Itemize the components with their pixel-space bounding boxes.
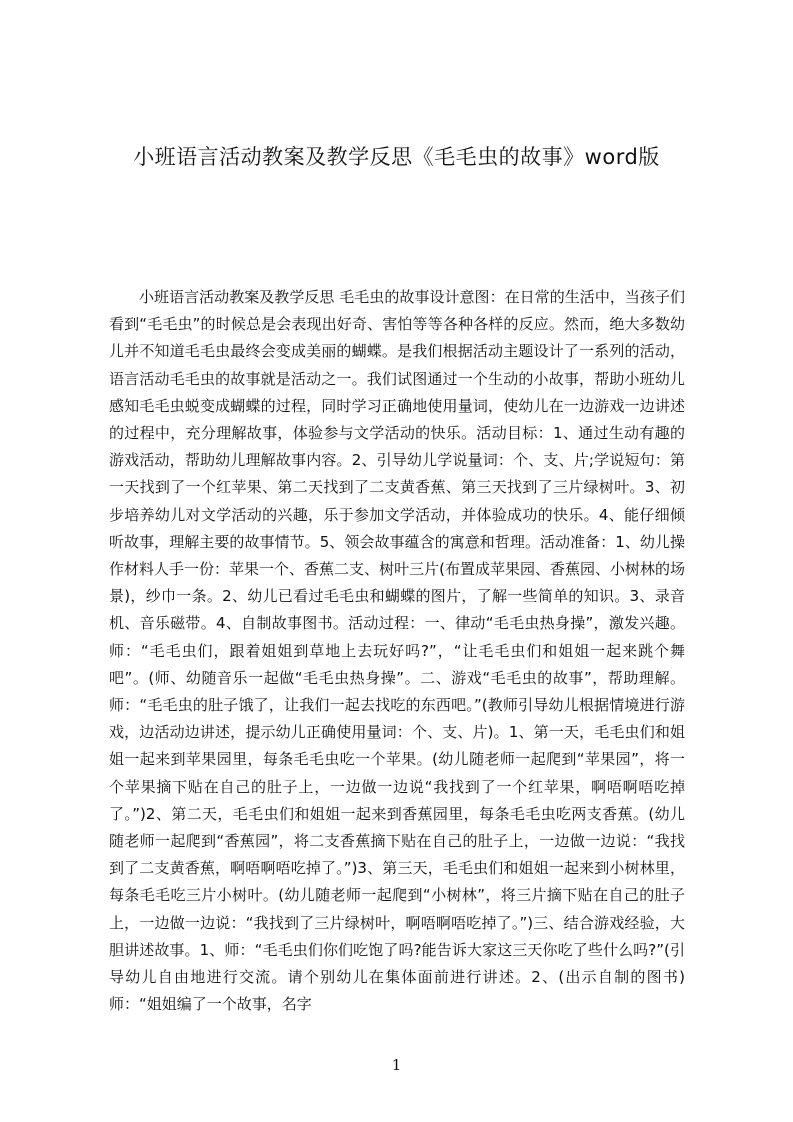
page-number: 1 bbox=[391, 1056, 402, 1074]
document-title: 小班语言活动教案及教学反思《毛毛虫的故事》word版 bbox=[133, 145, 660, 169]
body-paragraph: 小班语言活动教案及教学反思 毛毛虫的故事设计意图：在日常的生活中，当孩子们看到“毛毛虫”的时候总是会表现出好奇、害怕等等各种各样的反应。然而，绝大多数幼儿并不知道毛毛虫最终会变成美丽的蝴蝶。是我们根据活动主题设计了一系列的活动，语言活动毛毛虫的故事就是活动之一。我们试图通过一个生动的小故事，帮助小班幼儿感知毛毛虫蜕变成蝴蝶的过程，同时学习正确地使用量词，使幼儿在一边游戏一边讲述的过程中，充分理解故事，体验参与文学活动的快乐。活动目标：1、通过生动有趣的游戏活动，帮助幼儿理解故事内容。2、引导幼儿学说量词：个、支、片;学说短句：第一天找到了一个红苹果、第二天找到了二支黄香蕉、第三天找到了三片绿树叶。3、初步培养幼儿对文学活动的兴趣，乐于参加文学活动，并体验成功的快乐。4、能仔细倾听故事，理解主要的故事情节。5、领会故事蕴含的寓意和哲理。活动准备：1、幼儿操作材料人手一份：苹果一个、香蕉二支、树叶三片(布置成苹果园、香蕉园、小树林的场景)，纱巾一条。2、幼儿已看过毛毛虫和蝴蝶的图片，了解一些简单的知识。3、录音机、音乐磁带。4、自制故事图书。活动过程：一、律动“毛毛虫热身操”，激发兴趣。师：“毛毛虫们，跟着姐姐到草地上去玩好吗?”，“让毛毛虫们和姐姐一起来跳个舞吧”。(师、幼随音乐一起做“毛毛虫热身操”。二、游戏“毛毛虫的故事”，帮助理解。师：“毛毛虫的肚子饿了，让我们一起去找吃的东西吧。”(教师引导幼儿根据情境进行游戏，边活动边讲述，提示幼儿正确使用量词：个、支、片)。1、第一天，毛毛虫们和姐姐一起来到苹果园里，每条毛毛虫吃一个苹果。(幼儿随老师一起爬到“苹果园”，将一个苹果摘下贴在自己的肚子上，一边做一边说“我找到了一个红苹果，啊唔啊唔吃掉了。”)2、第二天，毛毛虫们和姐姐一起来到香蕉园里，每条毛毛虫吃两支香蕉。(幼儿随老师一起爬到“香蕉园”，将二支香蕉摘下贴在自己的肚子上，一边做一边说：“我找到了二支黄香蕉，啊唔啊唔吃掉了。”)3、第三天，毛毛虫们和姐姐一起来到小树林里，每条毛毛吃三片小树叶。(幼儿随老师一起爬到“小树林”，将三片摘下贴在自己的肚子上，一边做一边说：“我找到了三片绿树叶，啊唔啊唔吃掉了。”)三、结合游戏经验，大胆讲述故事。1、师：“毛毛虫们你们吃饱了吗?能告诉大家这三天你吃了些什么吗?”(引导幼儿自由地进行交流。请个别幼儿在集体面前进行讲述。2、(出示自制的图书)师：“姐姐编了一个故事，名字 bbox=[109, 288, 685, 1014]
